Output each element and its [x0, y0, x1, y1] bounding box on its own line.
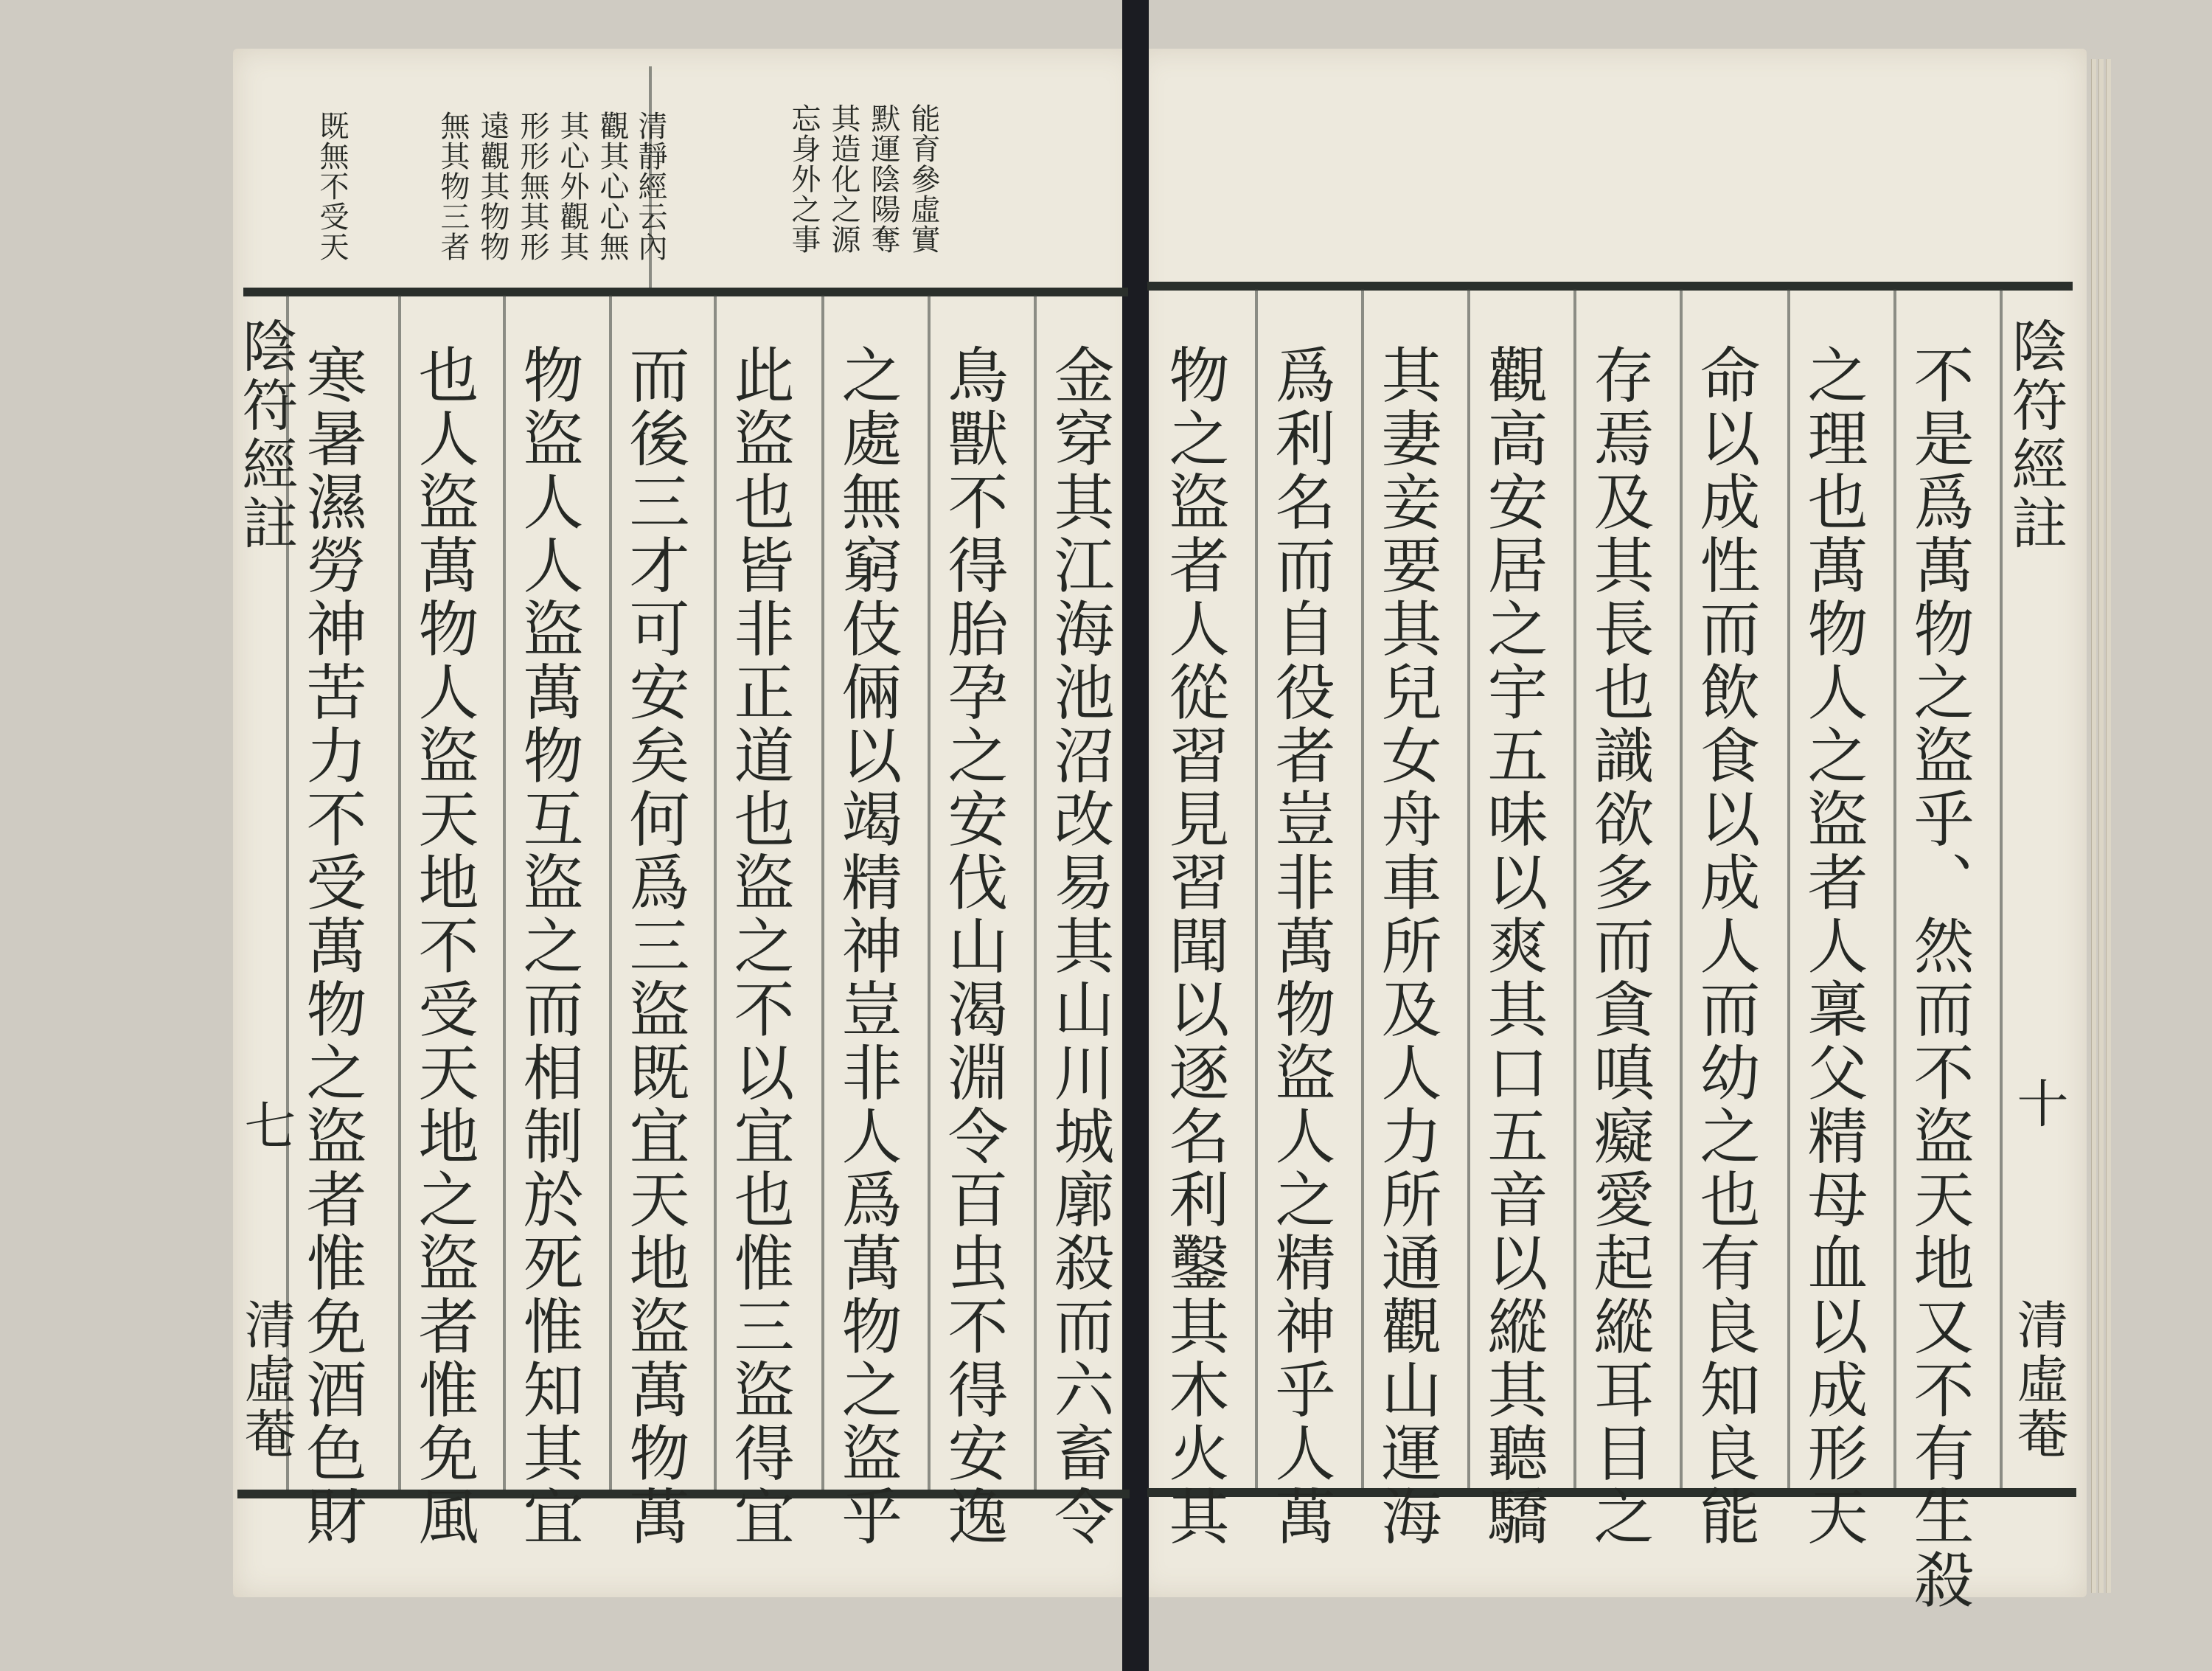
column-divider [714, 295, 717, 1490]
headnote-column: 觀其心心無 [595, 111, 629, 262]
right-page-folio: 十 [2008, 1077, 2069, 1131]
text-column: 之理也萬物人之盜者人稟父精母血以成形天 [1798, 344, 1868, 1549]
headnote-column: 形形無其形 [515, 111, 549, 262]
column-divider [1255, 289, 1258, 1488]
column-divider [821, 295, 824, 1490]
headnote-column: 其造化之源 [827, 103, 860, 254]
column-divider [609, 295, 612, 1490]
headnote-column: 默運陰陽奪 [866, 103, 900, 254]
right-page-publisher: 清虛菴 [2008, 1298, 2069, 1462]
left-page-publisher: 清虛菴 [236, 1298, 296, 1462]
text-column: 物之盜者人從習見習聞以逐名利鑿其木火其 [1159, 344, 1229, 1549]
column-divider [1893, 289, 1896, 1488]
column-divider [1467, 289, 1470, 1488]
column-divider [503, 295, 506, 1490]
text-column: 寒暑濕勞神苦力不受萬物之盜者惟免酒色財 [296, 344, 366, 1549]
text-column: 金穿其江海池沼改易其山川城廓殺而六畜令 [1044, 344, 1114, 1549]
column-divider [1680, 289, 1683, 1488]
text-column: 命以成性而飲食以成人而幼之也有良知良能 [1690, 344, 1760, 1549]
column-divider [398, 295, 401, 1490]
headnote-column: 清靜經云內 [633, 111, 667, 262]
text-column: 爲利名而自役者豈非萬物盜人之精神乎人萬 [1265, 344, 1335, 1549]
page-edge [2098, 59, 2104, 1593]
headnote-column: 忘身外之事 [787, 103, 821, 254]
column-divider [1787, 289, 1790, 1488]
headnote-column: 其心外觀其 [555, 111, 589, 262]
text-column: 觀高安居之宇五味以爽其口五音以縱其聽驕 [1478, 344, 1548, 1549]
column-divider [1361, 289, 1364, 1488]
left-page-folio: 七 [236, 1099, 296, 1153]
text-column: 而後三才可安矣何爲三盜既宜天地盜萬物萬 [619, 344, 689, 1549]
text-column: 之處無窮伎倆以竭精神豈非人爲萬物之盜乎 [832, 344, 902, 1549]
top-rule-right [1147, 282, 2073, 291]
left-page-title: 陰符經註 [233, 317, 299, 553]
right-page-title: 陰符經註 [2003, 317, 2068, 553]
headnote-column: 遠觀其物物 [476, 111, 509, 262]
headnote-column: 既無不受天 [315, 111, 349, 262]
top-rule-left [243, 288, 1128, 296]
text-column: 也人盜萬物人盜天地不受天地之盜者惟免風 [408, 344, 479, 1549]
column-divider [1034, 295, 1037, 1490]
text-column: 存焉及其長也識欲多而貪嗔癡愛起縱耳目之 [1584, 344, 1654, 1549]
headnote-column: 無其物三者 [436, 111, 470, 262]
book-spine [1122, 0, 1149, 1671]
page-edge [2106, 59, 2111, 1593]
column-divider [1573, 289, 1576, 1488]
page-edge [2091, 59, 2096, 1593]
text-column: 鳥獸不得胎孕之安伐山渴淵令百虫不得安逸 [938, 344, 1008, 1549]
headnote-column: 能育參虛實 [906, 103, 940, 254]
text-column: 不是爲萬物之盜乎、然而不盜天地又不有生殺 [1904, 344, 1974, 1612]
text-column: 其妻妾要其兒女舟車所及人力所通觀山運海 [1371, 344, 1441, 1549]
column-divider [928, 295, 931, 1490]
text-column: 此盜也皆非正道也盜之不以宜也惟三盜得宜 [724, 344, 794, 1549]
text-column: 物盜人人盜萬物互盜之而相制於死惟知其宜 [513, 344, 583, 1549]
